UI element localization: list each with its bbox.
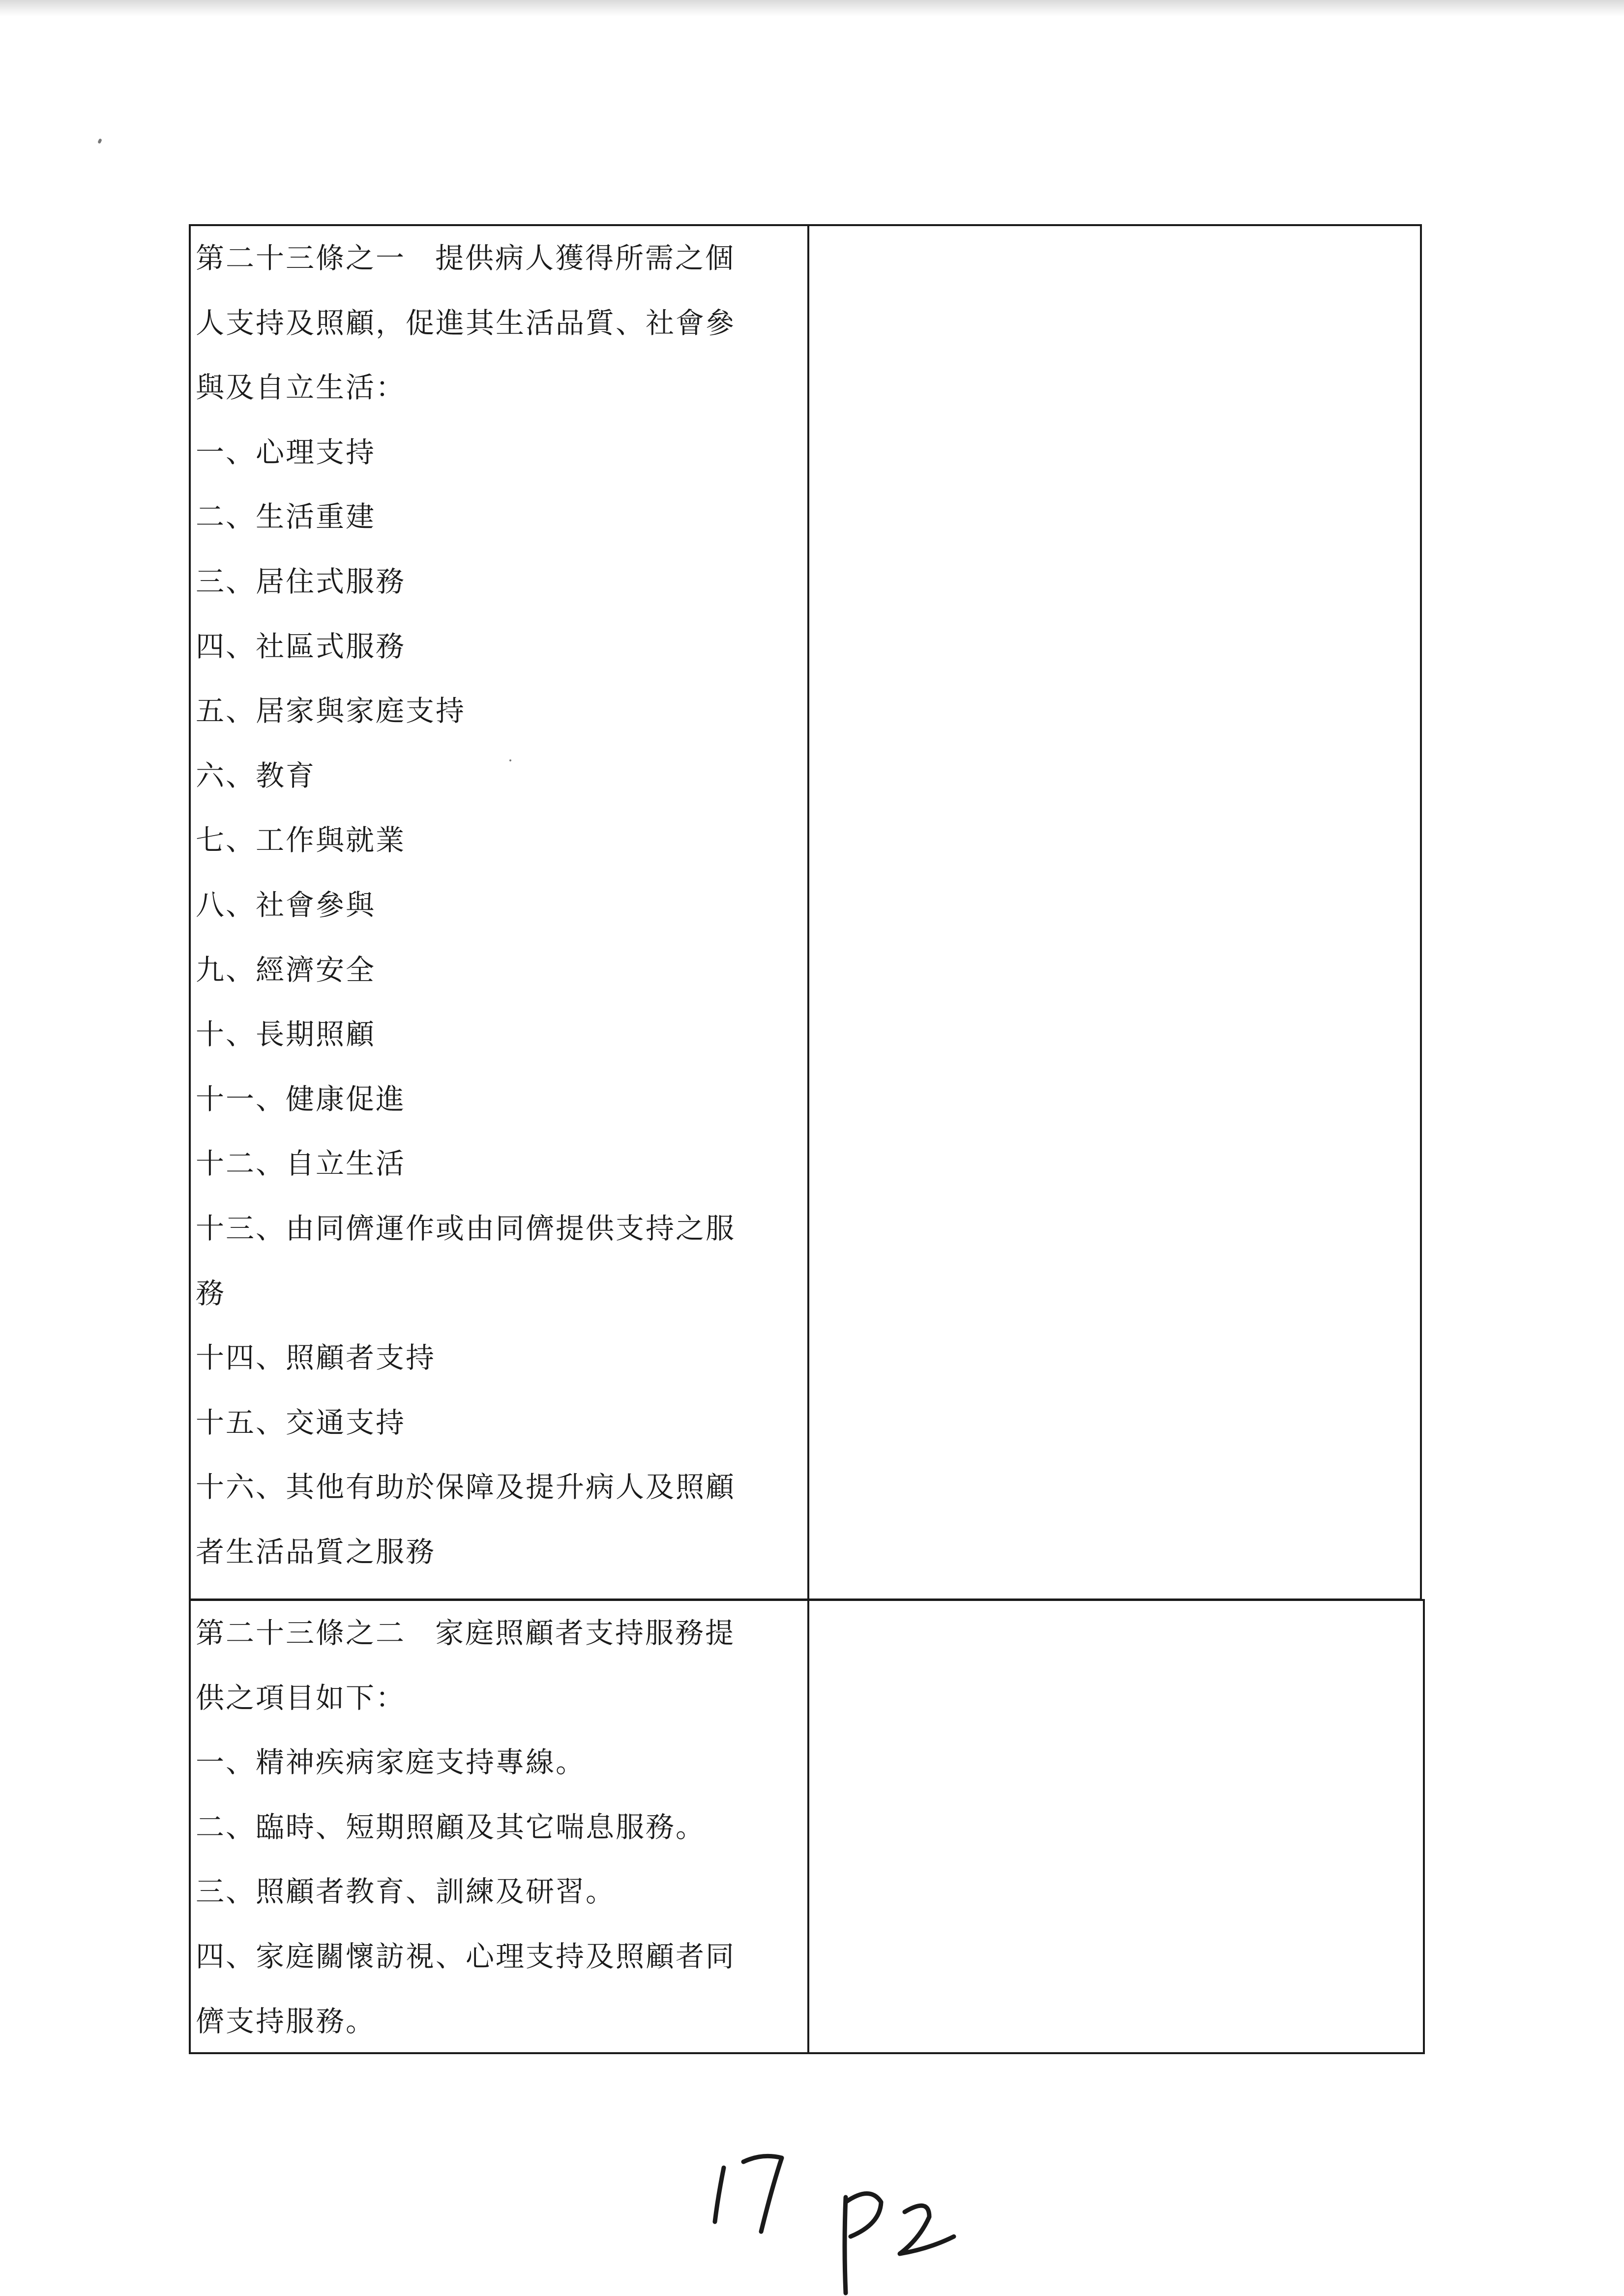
article-1-item-10: 十、長期照顧 xyxy=(196,1017,376,1051)
article-1-item-9: 九、經濟安全 xyxy=(196,953,376,987)
handwriting-stroke-7 xyxy=(743,2156,782,2232)
article-1-item-14: 十四、照顧者支持 xyxy=(196,1341,436,1375)
article-1-item-7: 七、工作與就業 xyxy=(196,823,406,857)
article-1-item-4: 四、社區式服務 xyxy=(196,629,406,663)
article-1-item-5: 五、居家與家庭支持 xyxy=(196,694,466,728)
article-1-item-11: 十一、健康促進 xyxy=(196,1082,406,1116)
handwriting-stroke-p-bowl xyxy=(846,2194,881,2237)
article-2-line-1 xyxy=(196,1601,804,1666)
handwriting-stroke-2 xyxy=(900,2206,954,2254)
article-1-item-13: 十三、由同儕運作或由同儕提供支持之服 xyxy=(196,1211,736,1245)
article-1-item-1: 一、心理支持 xyxy=(196,435,376,469)
handwriting-stroke-p-stem xyxy=(845,2197,846,2293)
article-1-item-16: 十六、其他有助於保障及提升病人及照顧 xyxy=(196,1470,736,1504)
article-1-item-12: 十二、自立生活 xyxy=(196,1147,406,1181)
article-1-item-6: 六、教育 xyxy=(196,758,316,792)
article-1-heading: 第二十三條之一 xyxy=(196,241,406,275)
article-2-item-3: 三、照顧者教育、訓練及研習。 xyxy=(196,1875,616,1909)
scan-speck xyxy=(97,138,102,144)
article-2-lines xyxy=(196,1601,804,2054)
article-1-remarks-cell xyxy=(807,224,1422,1600)
scan-edge-shadow xyxy=(0,0,1624,17)
article-1-line-2: 人支持及照顧，促進其生活品質、社會參 xyxy=(196,306,736,340)
article-2-heading: 第二十三條之二 xyxy=(196,1616,406,1650)
article-2-line-2: 供之項目如下： xyxy=(196,1681,406,1715)
article-2-line-text: 家庭照顧者支持服務提 xyxy=(435,1616,736,1650)
article-2-item-4: 四、家庭關懷訪視、心理支持及照顧者同 xyxy=(196,1939,736,1973)
article-1-item-8: 八、社會參與 xyxy=(196,888,376,922)
article-2-remarks-cell xyxy=(807,1599,1425,2054)
article-1-item-15: 十五、交通支持 xyxy=(196,1405,406,1439)
handwriting-stroke-1 xyxy=(715,2168,724,2222)
article-2-item-4-cont: 儕支持服務。 xyxy=(196,2004,376,2038)
article-1-text-cell xyxy=(189,224,809,1600)
article-1-line-1 xyxy=(196,226,804,291)
article-2-item-2: 二、臨時、短期照顧及其它喘息服務。 xyxy=(196,1810,706,1844)
article-row-1 xyxy=(189,224,1422,1600)
article-2-text-cell xyxy=(189,1599,809,2054)
handwritten-page-note xyxy=(698,2138,974,2296)
article-1-item-13-cont: 務 xyxy=(196,1276,226,1310)
article-row-2 xyxy=(189,1599,1425,2054)
article-1-lines xyxy=(196,226,804,1584)
article-2-item-1: 一、精神疾病家庭支持專線。 xyxy=(196,1745,586,1779)
article-1-item-16-cont: 者生活品質之服務 xyxy=(196,1535,436,1569)
article-1-item-2: 二、生活重建 xyxy=(196,500,376,534)
article-1-line-3: 與及自立生活： xyxy=(196,371,406,405)
article-1-item-3: 三、居住式服務 xyxy=(196,564,406,598)
article-1-line-text: 提供病人獲得所需之個 xyxy=(435,241,736,275)
